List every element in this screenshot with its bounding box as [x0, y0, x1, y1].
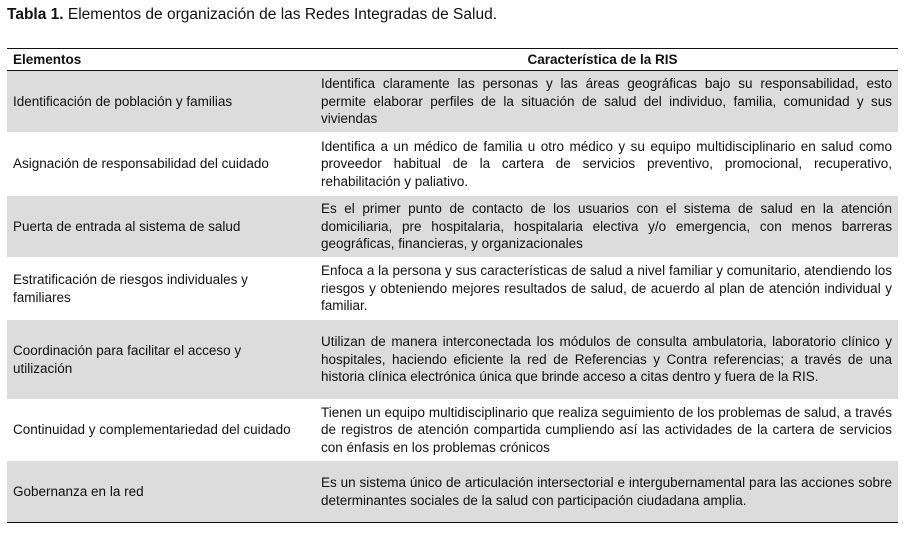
- header-caracteristica: Característica de la RIS: [527, 52, 678, 67]
- row-element: Puerta de entrada al sistema de salud: [13, 218, 241, 234]
- table-header: [7, 49, 898, 71]
- table-caption: [7, 5, 497, 25]
- row-element: Identificación de población y familias: [13, 93, 233, 109]
- header-elementos: Elementos: [13, 52, 82, 67]
- table-row: [7, 133, 898, 196]
- row-element: Continuidad y complementariedad del cuidado: [13, 422, 291, 438]
- row-element: Asignación de responsabilidad del cuidado: [13, 156, 269, 172]
- table-row: [7, 320, 898, 400]
- table-row: [7, 400, 898, 461]
- row-characteristic: Identifica a un médico de familia u otro médico y su equipo multidisciplinario en salud como proveedor habitual de la cartera de servicios preventivo, promocional, recuperativo, rehabilitación y paliativo.: [321, 138, 892, 189]
- row-element: Estratificación de riesgos individuales y familiares: [13, 272, 248, 305]
- table-row: [7, 258, 898, 320]
- row-characteristic: Es el primer punto de contacto de los usuarios con el sistema de salud en la atención domiciliaria, pre hospitalaria, hospitalaria electiva y/o emergencia, con menos barreras geográficas, financieras, y organizacionales: [321, 201, 892, 252]
- table-row: [7, 461, 898, 522]
- ris-elements-table: [7, 48, 898, 523]
- row-characteristic: Enfoca a la persona y sus características de salud a nivel familiar y comunitario, atendiendo los riesgos y obteniendo mejores resultados de salud, de acuerdo al plan de atención individual y familiar.: [321, 263, 892, 314]
- table-caption-label: Tabla 1.: [7, 6, 64, 23]
- table-row: [7, 196, 898, 258]
- row-element: Coordinación para facilitar el acceso y utilización: [13, 343, 242, 376]
- table-caption-text: Elementos de organización de las Redes Integradas de Salud.: [63, 6, 497, 23]
- row-characteristic: Es un sistema único de articulación intersectorial e intergubernamental para las acciones sobre determinantes sociales de la salud con participación ciudadana amplia.: [321, 475, 892, 508]
- row-characteristic: Tienen un equipo multidisciplinario que realiza seguimiento de los problemas de salud, a través de registros de atención compartida cumpliendo así las actividades de la cartera de servicios con énfasis en los problemas crónicos: [321, 404, 892, 455]
- row-element: Gobernanza en la red: [13, 483, 144, 499]
- row-characteristic: Identifica claramente las personas y las áreas geográficas bajo su responsabilidad, esto permite elaborar perfiles de la situación de salud del individuo, familia, comunidad y sus viviendas: [321, 76, 892, 127]
- table-row: [7, 71, 898, 133]
- row-characteristic: Utilizan de manera interconectada los módulos de consulta ambulatoria, laboratorio clínico y hospitales, haciendo eficiente la red de Referencias y Contra referencias; a través de una historia clínica electrónica única que brinde acceso a citas dentro y fuera de la RIS.: [321, 334, 892, 385]
